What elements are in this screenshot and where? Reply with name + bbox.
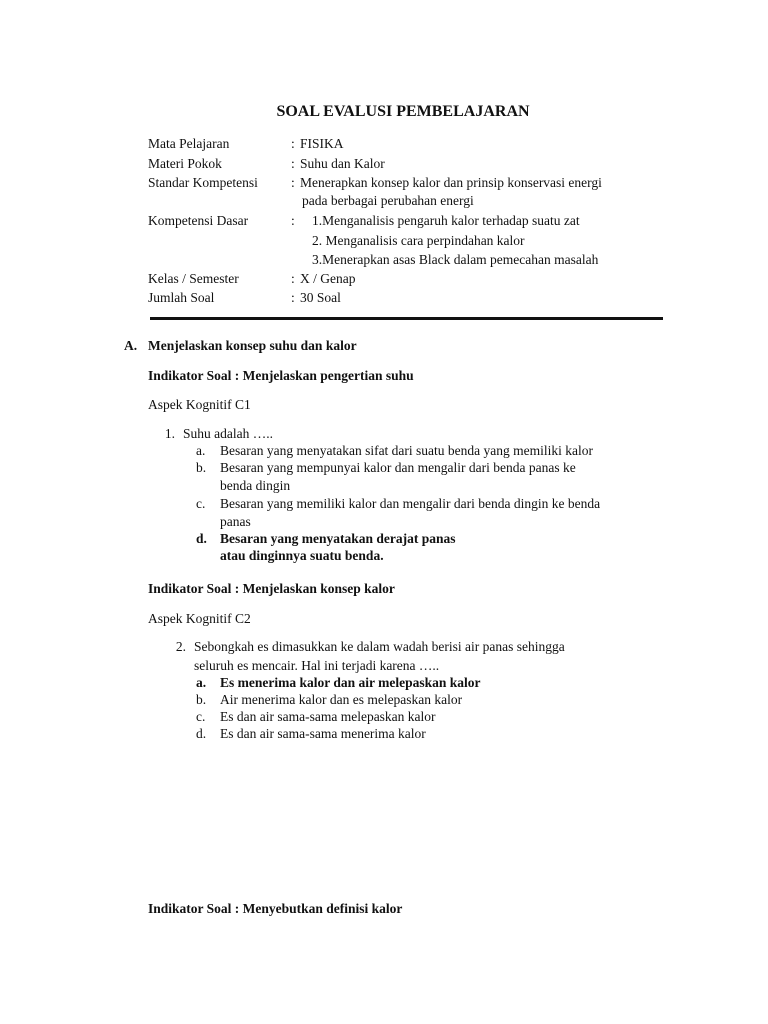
- option-text: Es dan air sama-sama menerima kalor: [220, 726, 426, 741]
- subject-value: FISIKA: [300, 136, 344, 151]
- option-letter: c.: [196, 709, 206, 724]
- standard-value-line1: Menerapkan konsep kalor dan prinsip konservasi energi: [300, 175, 602, 190]
- topic-label: Materi Pokok: [148, 156, 222, 171]
- standard-label: Standar Kompetensi: [148, 175, 258, 190]
- option-text-continued: benda dingin: [220, 478, 291, 493]
- option-letter: c.: [196, 496, 206, 511]
- subject-colon: :: [291, 136, 295, 151]
- option-text-answer-continued: atau dinginnya suatu benda.: [220, 548, 384, 563]
- option-letter: b.: [196, 692, 207, 707]
- question-number: 1.: [164, 426, 175, 441]
- class-value: X / Genap: [300, 271, 356, 286]
- option-letter-answer: d.: [196, 531, 207, 546]
- basic-competence-item-1: 1.Menganalisis pengaruh kalor terhadap suatu zat: [312, 213, 580, 228]
- option-text-answer: Besaran yang menyatakan derajat panas: [220, 531, 456, 546]
- option-text: Air menerima kalor dan es melepaskan kalor: [220, 692, 463, 707]
- option-text: Besaran yang memiliki kalor dan mengalir dari benda dingin ke benda: [220, 496, 601, 511]
- basic-competence-colon: :: [291, 213, 295, 228]
- indicator-heading: Indikator Soal : Menjelaskan pengertian suhu: [148, 368, 414, 383]
- question-text: Suhu adalah …..: [183, 426, 273, 441]
- standard-value-line2: pada berbagai perubahan energi: [302, 193, 474, 208]
- divider-rule: [150, 317, 663, 320]
- option-text: Es dan air sama-sama melepaskan kalor: [220, 709, 436, 724]
- subject-label: Mata Pelajaran: [148, 136, 230, 151]
- question-number: 2.: [175, 639, 186, 654]
- option-text: Besaran yang menyatakan sifat dari suatu benda yang memiliki kalor: [220, 443, 594, 458]
- option-letter: d.: [196, 726, 207, 741]
- option-letter-answer: a.: [196, 675, 207, 690]
- question-text-continued: seluruh es mencair. Hal ini terjadi karena …..: [194, 658, 440, 673]
- section-a-marker: A.: [124, 338, 138, 353]
- basic-competence-item-2: 2. Menganalisis cara perpindahan kalor: [312, 233, 525, 248]
- option-text-answer: Es menerima kalor dan air melepaskan kalor: [220, 675, 481, 690]
- standard-colon: :: [291, 175, 295, 190]
- option-text: Besaran yang mempunyai kalor dan mengalir dari benda panas ke: [220, 460, 576, 475]
- class-label: Kelas / Semester: [148, 271, 239, 286]
- topic-colon: :: [291, 156, 295, 171]
- basic-competence-item-3: 3.Menerapkan asas Black dalam pemecahan masalah: [312, 252, 599, 267]
- class-colon: :: [291, 271, 295, 286]
- count-colon: :: [291, 290, 295, 305]
- option-letter: a.: [196, 443, 206, 458]
- cognitive-aspect: Aspek Kognitif C2: [148, 611, 251, 626]
- indicator-heading: Indikator Soal : Menjelaskan konsep kalor: [148, 581, 395, 596]
- basic-competence-label: Kompetensi Dasar: [148, 213, 249, 228]
- indicator-heading: Indikator Soal : Menyebutkan definisi kalor: [148, 901, 403, 916]
- cognitive-aspect: Aspek Kognitif C1: [148, 397, 251, 412]
- topic-value: Suhu dan Kalor: [300, 156, 385, 171]
- option-text-continued: panas: [220, 514, 251, 529]
- section-a-title: Menjelaskan konsep suhu dan kalor: [148, 338, 357, 353]
- question-text: Sebongkah es dimasukkan ke dalam wadah berisi air panas sehingga: [194, 639, 565, 654]
- document-title: SOAL EVALUSI PEMBELAJARAN: [276, 103, 530, 120]
- count-label: Jumlah Soal: [148, 290, 215, 305]
- option-letter: b.: [196, 460, 207, 475]
- count-value: 30 Soal: [300, 290, 341, 305]
